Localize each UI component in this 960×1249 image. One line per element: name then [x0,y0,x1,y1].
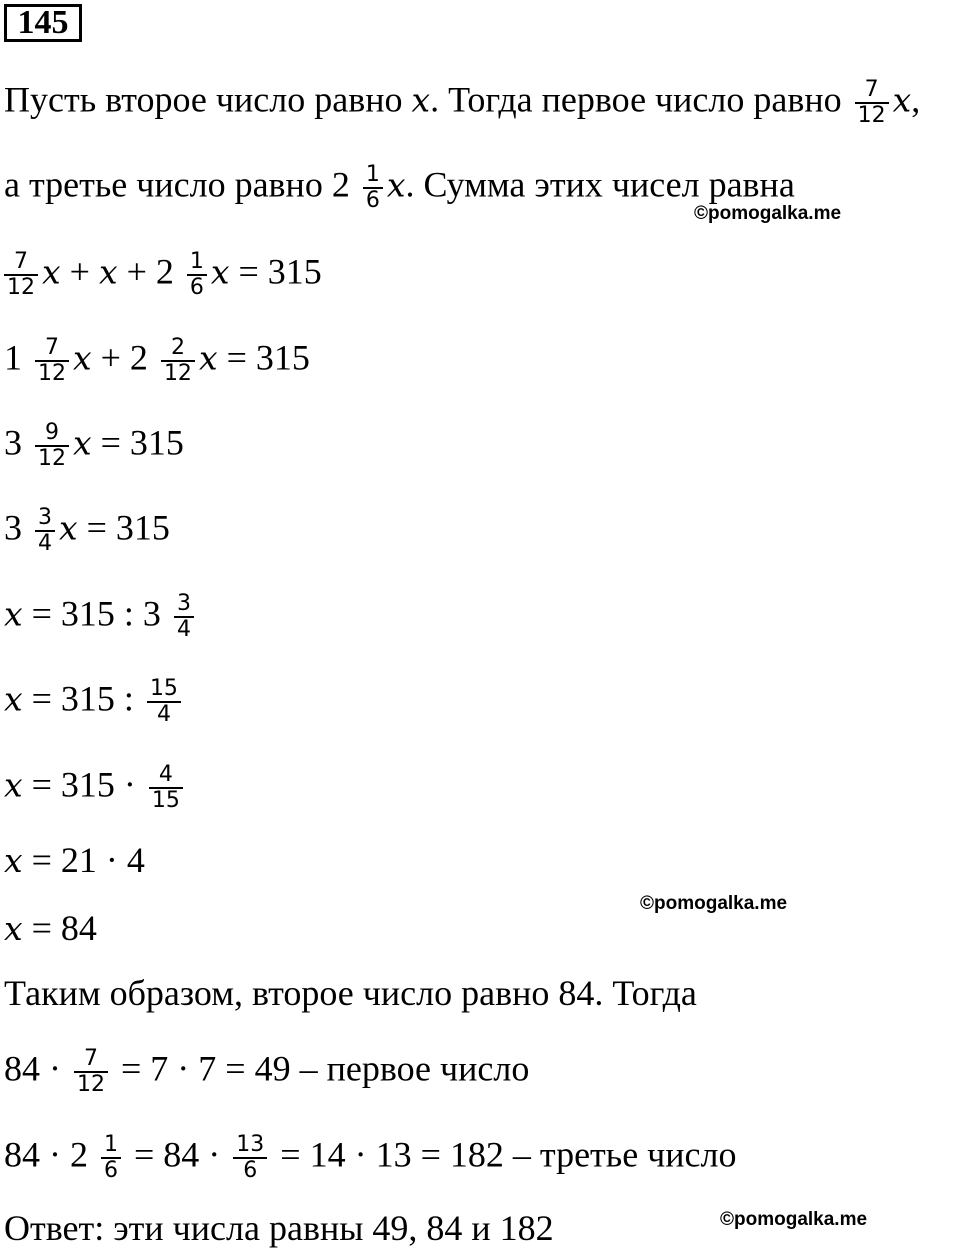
denominator: 12 [857,103,886,128]
numerator: 7 [4,250,38,276]
watermark: ©pomogalka.me [720,1209,868,1230]
fraction [149,763,183,813]
denominator: 12 [38,446,66,471]
solution-line-2 [4,163,795,213]
text: = 315 [77,507,170,548]
variable-x: x [198,338,218,378]
watermark: ©pomogalka.me [640,893,788,914]
solution-line-4 [4,336,310,386]
numerator: 13 [233,1133,267,1159]
watermark: ©pomogalka.me [694,203,842,224]
text: = 315 [217,337,310,378]
fraction [4,250,38,300]
numerator: 15 [147,677,181,703]
text: = 315 [91,422,184,463]
solution-line-11 [4,908,97,949]
fraction [147,677,181,727]
variable-x: x [42,252,61,292]
fraction [233,1133,267,1183]
denominator: 12 [38,361,66,386]
numerator: 7 [74,1047,108,1073]
numerator: 7 [35,336,69,362]
text: Ответ: эти числа равны 49, 84 и 182 [4,1208,554,1248]
solution-line-14 [4,1133,736,1183]
variable-x: x [4,765,23,805]
answer-line [4,1208,554,1248]
text: 84 · [4,1048,61,1089]
denominator: 4 [176,617,191,642]
fraction [35,421,69,471]
text: = 315 · [22,764,136,805]
denominator: 15 [151,788,180,813]
variable-x: x [210,252,230,292]
denominator: 6 [104,1158,118,1183]
fraction [855,78,889,128]
numerator: 9 [35,421,69,447]
text: + [60,251,99,292]
variable-x: x [411,80,431,120]
text: = 84 · [134,1134,221,1175]
variable-x: x [4,679,23,719]
variable-x: x [73,338,92,378]
text: = 14 · 13 = 182 – третье число [280,1134,737,1175]
text: = 315 : 3 [22,593,161,634]
text: + 2 [117,251,174,292]
denominator: 12 [77,1072,105,1097]
solution-line-8 [4,677,185,727]
denominator: 6 [189,275,204,300]
text: Пусть второе число равно [4,79,412,120]
fraction [363,163,383,213]
solution-line-6 [4,506,170,556]
fraction [161,336,195,386]
variable-x: x [386,165,406,205]
fraction [174,592,194,642]
variable-x: x [59,508,78,548]
text: Таким образом, второе число равно 84. Тогда [4,973,697,1013]
text: 3 [4,422,22,463]
numerator: 4 [149,763,183,789]
solution-line-5 [4,421,184,471]
text: 84 · 2 [4,1134,88,1175]
numerator: 3 [35,506,55,532]
variable-x: x [4,841,23,880]
fraction [35,336,69,386]
variable-x: x [98,252,118,292]
text: = 21 · 4 [22,840,145,880]
text: , [911,79,921,120]
text: = 7 · 7 = 49 – первое число [121,1048,530,1089]
text: а третье число равно 2 [4,164,350,205]
numerator: 3 [174,592,194,618]
text: . Тогда первое число равно [430,79,842,120]
solution-line-1 [4,78,920,128]
variable-x: x [4,594,23,634]
fraction [187,250,207,300]
variable-x: x [73,423,92,463]
solution-line-10 [4,840,145,881]
denominator: 12 [163,361,192,386]
text: = 315 : [22,678,134,719]
fraction [74,1047,108,1097]
solution-line-12 [4,973,697,1013]
solution-line-3 [4,250,322,300]
denominator: 4 [156,702,171,727]
solution-line-13 [4,1047,529,1097]
text: 3 [4,507,22,548]
fraction [101,1133,121,1183]
denominator: 4 [38,531,52,556]
text: . Сумма этих чисел равна [405,164,795,205]
denominator: 12 [7,275,35,300]
variable-x: x [892,80,912,120]
text: 1 [4,337,22,378]
numerator: 1 [187,250,207,276]
numerator: 1 [363,163,383,189]
fraction [35,506,55,556]
solution-line-9 [4,763,187,813]
numerator: 7 [855,78,889,104]
variable-x: x [4,909,23,948]
denominator: 6 [365,188,380,213]
text: = 84 [22,908,97,948]
denominator: 6 [243,1158,258,1183]
problem-number-badge: 145 [4,4,82,42]
numerator: 1 [101,1133,121,1159]
solution-line-7 [4,592,198,642]
numerator: 2 [161,336,195,362]
text: = 315 [229,251,322,292]
text: + 2 [91,337,148,378]
